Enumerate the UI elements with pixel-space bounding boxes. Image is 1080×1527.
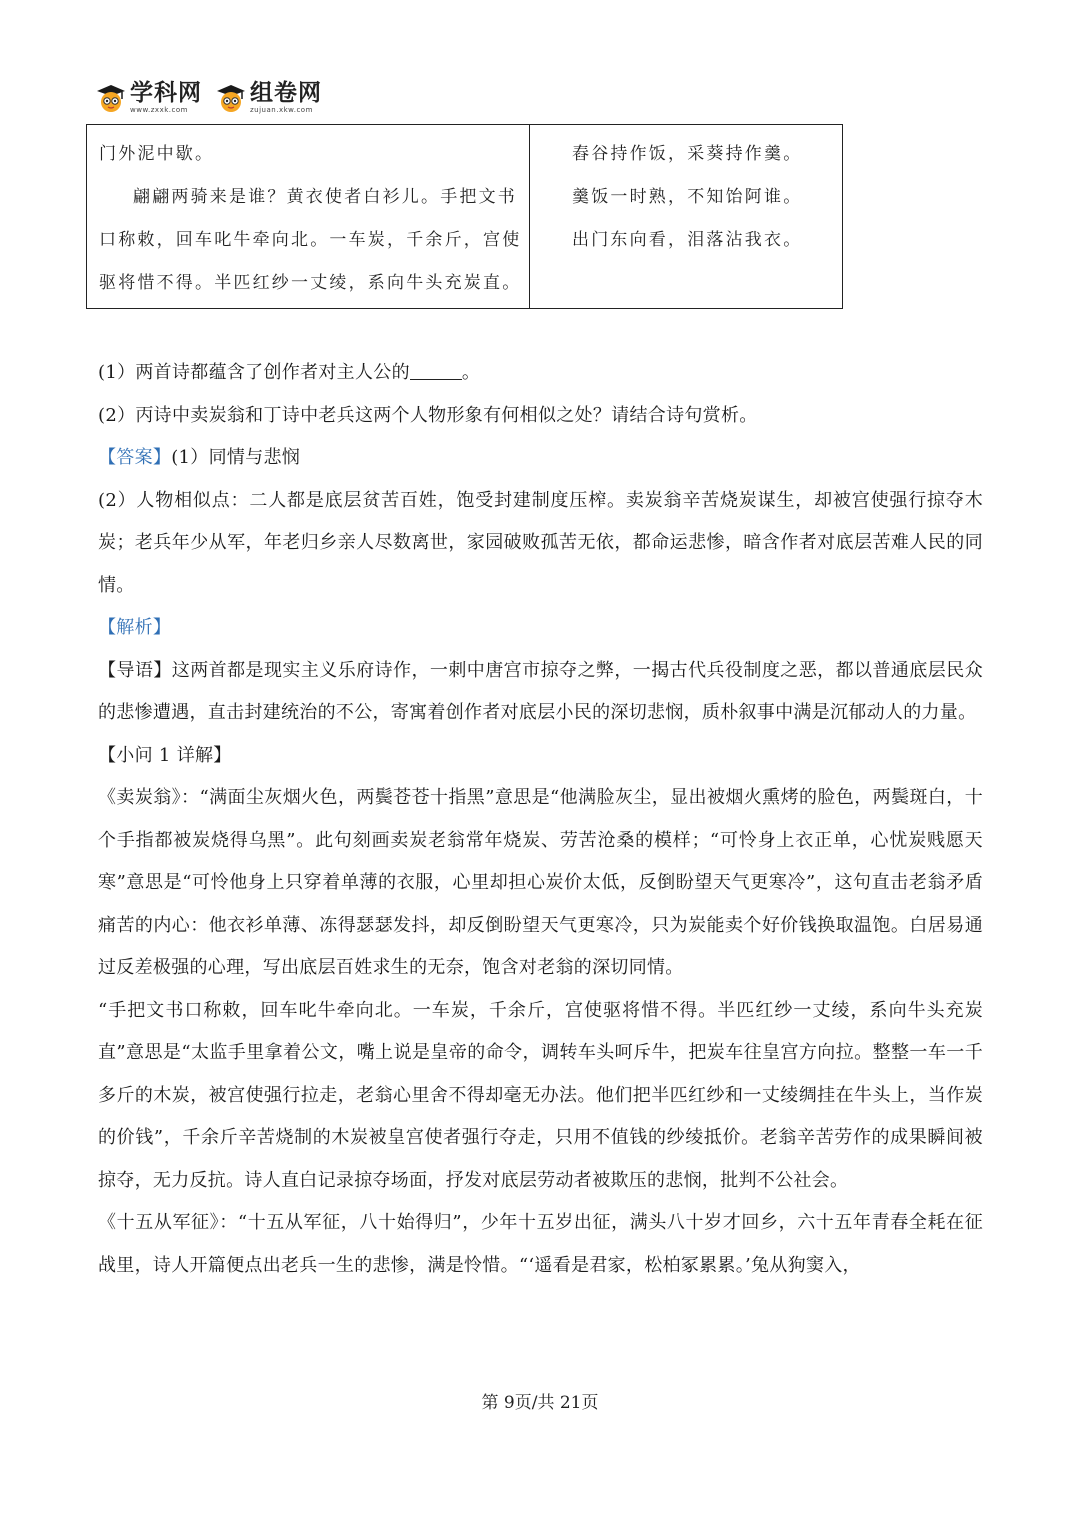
logo-name: 学科网 [130, 80, 202, 106]
answer-blank [410, 361, 462, 380]
question-1 [98, 352, 983, 395]
logo-url: zujuan.xkw.com [250, 106, 313, 114]
poem-line: 羹饭一时熟，不知饴阿谁。 [572, 187, 803, 207]
mascot-icon [96, 83, 126, 113]
poem-line: 舂谷持作饭，采葵持作羹。 [572, 144, 803, 164]
header-logos [96, 76, 322, 120]
analysis-paragraph-1: 《卖炭翁》：“满面尘灰烟火色，两鬓苍苍十指黑”意思是“他满脸灰尘，显出被烟火熏烤的脸色，两鬓斑白，十个手指都被炭烧得乌黑”。此句刻画卖炭老翁常年烧炭、劳苦沧桑的模样；“可怜身上衣正单，心忧炭贱愿天寒”意思是“可怜他身上只穿着单薄的衣服，心里却担心炭价太低，反倒盼望天气更寒冷”，这句直击老翁矛盾痛苦的内心：他衣衫单薄、冻得瑟瑟发抖，却反倒盼望天气更寒冷，只为炭能卖个好价钱换取温饱。白居易通过反差极强的心理，写出底层百姓求生的无奈，饱含对老翁的深切同情。 [98, 787, 983, 978]
question-1-end: 。 [461, 362, 481, 383]
page-number: 第 9页/共 21页 [481, 1393, 599, 1413]
logo-url: www.zxxk.com [130, 106, 188, 114]
poem-line: 门外泥中歇。 [99, 144, 215, 164]
poem-line: 驱将惜不得。半匹红纱一丈绫，系向牛头充炭直。 [99, 273, 522, 293]
logo-name: 组卷网 [250, 80, 322, 106]
mascot-icon [216, 83, 246, 113]
zxxk-logo [96, 82, 202, 114]
answer-tag: 【答案】 [98, 447, 172, 468]
poem-line: 口称敕，回车叱牛牵向北。一车炭，千余斤，宫使 [99, 230, 522, 250]
main-content [98, 352, 983, 1287]
poem-right-cell [530, 125, 842, 308]
question-1-text: (1）两首诗都蕴含了创作者对主人公的 [98, 362, 410, 383]
analysis-paragraph-2: “手把文书口称敕，回车叱牛牵向北。一车炭，千余斤，宫使驱将惜不得。半匹红纱一丈绫，系向牛头充炭直”意思是“太监手里拿着公文，嘴上说是皇帝的命令，调转车头呵斥牛，把炭车往皇宫方向拉。整整一车一千多斤的木炭，被宫使强行拉走，老翁心里舍不得却毫无办法。他们把半匹红纱和一丈绫绸挂在牛头上，当作炭的价钱”，千余斤辛苦烧制的木炭被皇宫使者强行夺走，只用不值钱的纱绫抵价。老翁辛苦劳作的成果瞬间被掠夺，无力反抗。诗人直白记录掠夺场面，抒发对底层劳动者被欺压的悲悯，批判不公社会。 [98, 999, 983, 1191]
zujuan-logo [216, 82, 322, 114]
question-2: (2）丙诗中卖炭翁和丁诗中老兵这两个人物形象有何相似之处？请结合诗句赏析。 [98, 404, 758, 426]
poem-left-cell [87, 125, 530, 308]
answer-1 [98, 437, 983, 480]
answer-2: (2）人物相似点：二人都是底层贫苦百姓，饱受封建制度压榨。卖炭翁辛苦烧炭谋生，却被宫使强行掠夺木炭；老兵年少从军，年老归乡亲人尽数离世，家园破败孤苦无依，都命运悲惨，暗含作者对底层苦难人民的同情。 [98, 489, 983, 596]
poem-line: 翩翩两骑来是谁？黄衣使者白衫儿。手把文书 [133, 187, 517, 207]
detail-title: 【小问 1 详解】 [98, 744, 232, 766]
poem-table [86, 124, 843, 309]
analysis-paragraph-3: 《十五从军征》：“十五从军征，八十始得归”，少年十五岁出征，满头八十岁才回乡，六十五年青春全耗在征战里，诗人开篇便点出老兵一生的悲惨，满是怜惜。“‘遥看是君家，松柏冢累累。’兔从狗窦入， [98, 1212, 983, 1276]
poem-line: 出门东向看，泪落沾我衣。 [572, 230, 803, 250]
answer-1-text: (1）同情与悲悯 [171, 447, 301, 468]
analysis-intro: 【导语】这两首都是现实主义乐府诗作，一刺中唐宫市掠夺之弊，一揭古代兵役制度之恶，都以普通底层民众的悲惨遭遇，直击封建统治的不公，寄寓着创作者对底层小民的深切悲悯，质朴叙事中满是沉郁动人的力量。 [98, 659, 983, 723]
analysis-tag: 【解析】 [98, 617, 172, 638]
